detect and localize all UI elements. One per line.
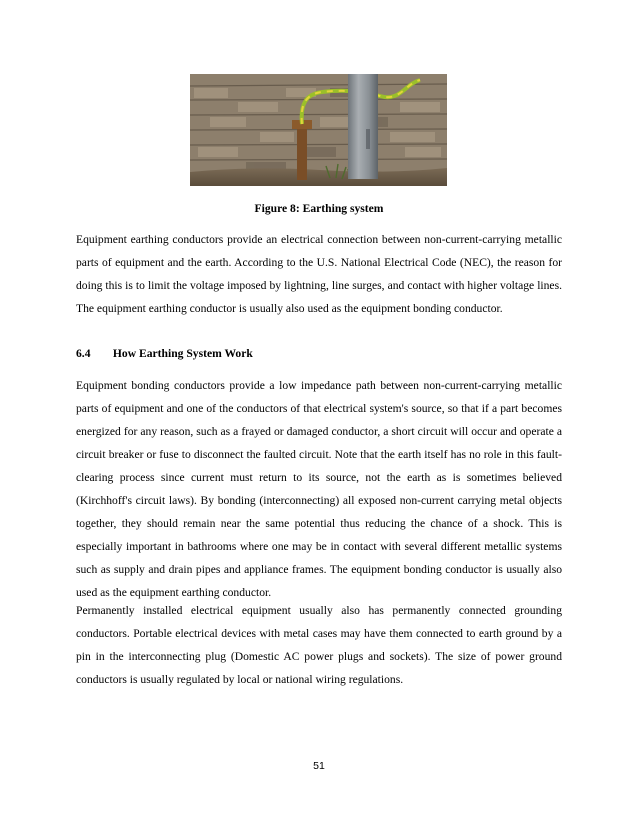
section-title: How Earthing System Work: [112, 347, 253, 360]
paragraph-equipment-earthing: Equipment earthing conductors provide an electrical connection between non-current-carrying metallic parts of equipment and the earth. According to the U.S. National Electrical Code (NEC), the reason for doing this is to limit the voltage imposed by lightning, line surges, and contact with higher voltage lines. The equipment earthing conductor is usually also used as the equipment bonding conductor.: [76, 233, 562, 315]
figure-caption: Figure 8: Earthing system: [254, 202, 384, 215]
section-number: 6.4: [76, 347, 91, 360]
paragraph-permanent-installation: Permanently installed electrical equipment usually also has permanently connected grounding conductors. Portable electrical devices with metal cases may have them connected to earth ground by a pin in the interconnecting plug (Domestic AC power plugs and sockets). The size of power ground conductors is usually regulated by local or national wiring regulations.: [76, 604, 562, 686]
section-heading: [76, 347, 253, 360]
paragraph-equipment-bonding: Equipment bonding conductors provide a low impedance path between non-current-carrying metallic parts of equipment and one of the conductors of that electrical system's source, so that if a part becomes energized for any reason, such as a frayed or damaged conductor, a short circuit will occur and operate a circuit breaker or fuse to disconnect the faulted circuit. Note that the earth itself has no role in this fault-clearing process since current must return to its source, not the earth as is sometimes believed (Kirchhoff's circuit laws). By bonding (interconnecting) all exposed non-current carrying metal objects together, they should remain near the same potential thus reducing the chance of a shock. This is especially important in bathrooms where one may be in contact with several different metallic systems such as supply and drain pipes and appliance frames. The equipment bonding conductor is usually also used as the equipment earthing conductor.: [76, 379, 562, 599]
page-number: 51: [313, 760, 325, 772]
earthing-system-photo: [190, 74, 447, 186]
